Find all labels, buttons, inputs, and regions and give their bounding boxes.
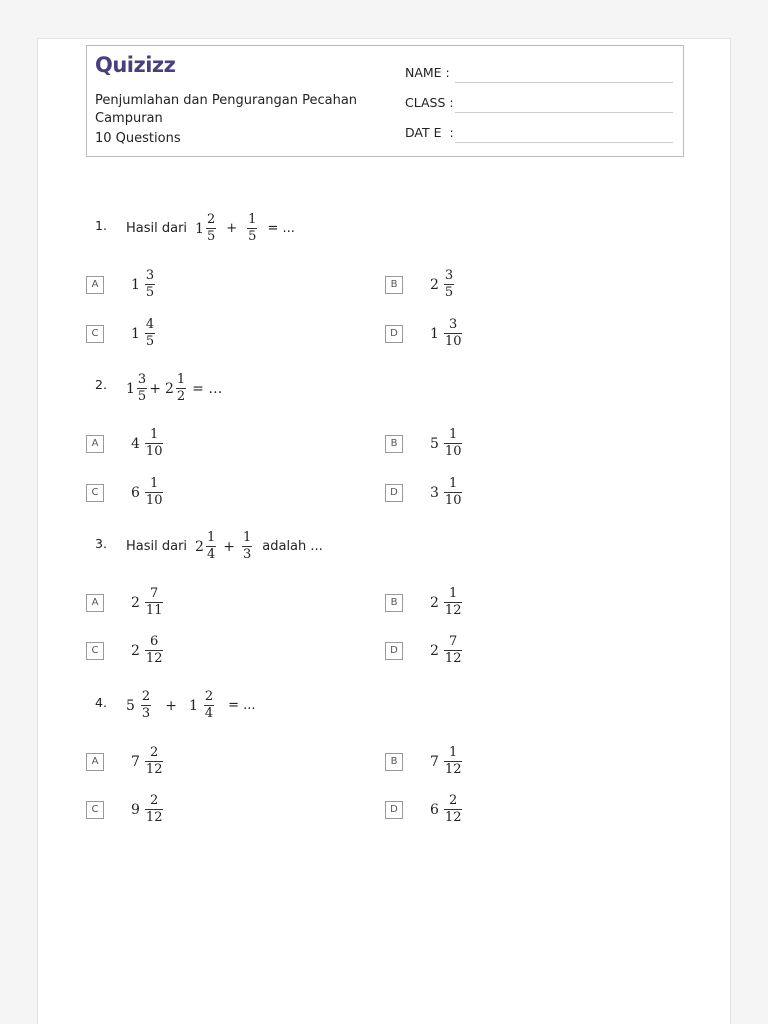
- question-text: Hasil dari 2 $\frac{1}{4}$ + $\frac{1}{3}$ adalah ...: [126, 530, 323, 562]
- fraction: $\frac{3}{5}$: [137, 372, 147, 404]
- quizizz-logo: Quizizz: [95, 53, 176, 77]
- fraction: $\frac{1}{4}$: [206, 530, 216, 562]
- name-label: NAME :: [405, 65, 450, 80]
- option-c[interactable]: C 9 $\frac{2}{12}$: [86, 793, 165, 826]
- option-c[interactable]: C 6 $\frac{1}{10}$: [86, 476, 165, 509]
- question-number: 4.: [95, 695, 107, 710]
- option-d[interactable]: D 3 $\frac{1}{10}$: [385, 476, 464, 509]
- name-field: [405, 65, 450, 80]
- fraction: $\frac{1}{5}$: [248, 212, 257, 244]
- fraction: $\frac{1}{3}$: [242, 530, 252, 562]
- worksheet-title: Penjumlahan dan Pengurangan Pecahan Campuran: [95, 93, 358, 126]
- option-c[interactable]: C 1 $\frac{4}{5}$: [86, 317, 157, 350]
- fraction: $\frac{2}{5}$: [206, 212, 216, 244]
- option-a[interactable]: A 2 $\frac{7}{11}$: [86, 586, 165, 619]
- fraction: $\frac{1}{2}$: [176, 372, 186, 404]
- option-d[interactable]: D 6 $\frac{2}{12}$: [385, 793, 464, 826]
- option-a[interactable]: A 1 $\frac{3}{5}$: [86, 268, 157, 301]
- question-number: 3.: [95, 536, 107, 551]
- class-field: [405, 95, 454, 110]
- date-label: DAT E :: [405, 125, 454, 140]
- question-text: 5 $\frac{2}{3}$ + 1 $\frac{2}{4}$ = ...: [126, 689, 256, 721]
- name-line: [455, 82, 673, 83]
- option-b[interactable]: B 2 $\frac{3}{5}$: [385, 268, 456, 301]
- question-text: Hasil dari 1 $\frac{2}{5}$ + $\frac{1}{5}$ = ...: [126, 212, 295, 244]
- fraction: $\frac{2}{3}$: [141, 689, 151, 721]
- question-number: 2.: [95, 377, 107, 392]
- date-field: [405, 125, 454, 140]
- option-d[interactable]: D 2 $\frac{7}{12}$: [385, 634, 464, 667]
- question-text: 1 $\frac{3}{5}$ + 2 $\frac{1}{2}$ = …: [126, 372, 223, 404]
- option-d[interactable]: D 1 $\frac{3}{10}$: [385, 317, 464, 350]
- question-number: 1.: [95, 218, 107, 233]
- option-a[interactable]: A 7 $\frac{2}{12}$: [86, 745, 165, 778]
- option-b[interactable]: B 5 $\frac{1}{10}$: [385, 427, 464, 460]
- class-label: CLASS :: [405, 95, 454, 110]
- date-line: [455, 142, 673, 143]
- question-count: 10 Questions: [95, 131, 181, 146]
- option-b[interactable]: B 7 $\frac{1}{12}$: [385, 745, 464, 778]
- option-a[interactable]: A 4 $\frac{1}{10}$: [86, 427, 165, 460]
- worksheet-header: [86, 45, 684, 157]
- option-b[interactable]: B 2 $\frac{1}{12}$: [385, 586, 464, 619]
- option-c[interactable]: C 2 $\frac{6}{12}$: [86, 634, 165, 667]
- fraction: $\frac{2}{4}$: [204, 689, 214, 721]
- class-line: [455, 112, 673, 113]
